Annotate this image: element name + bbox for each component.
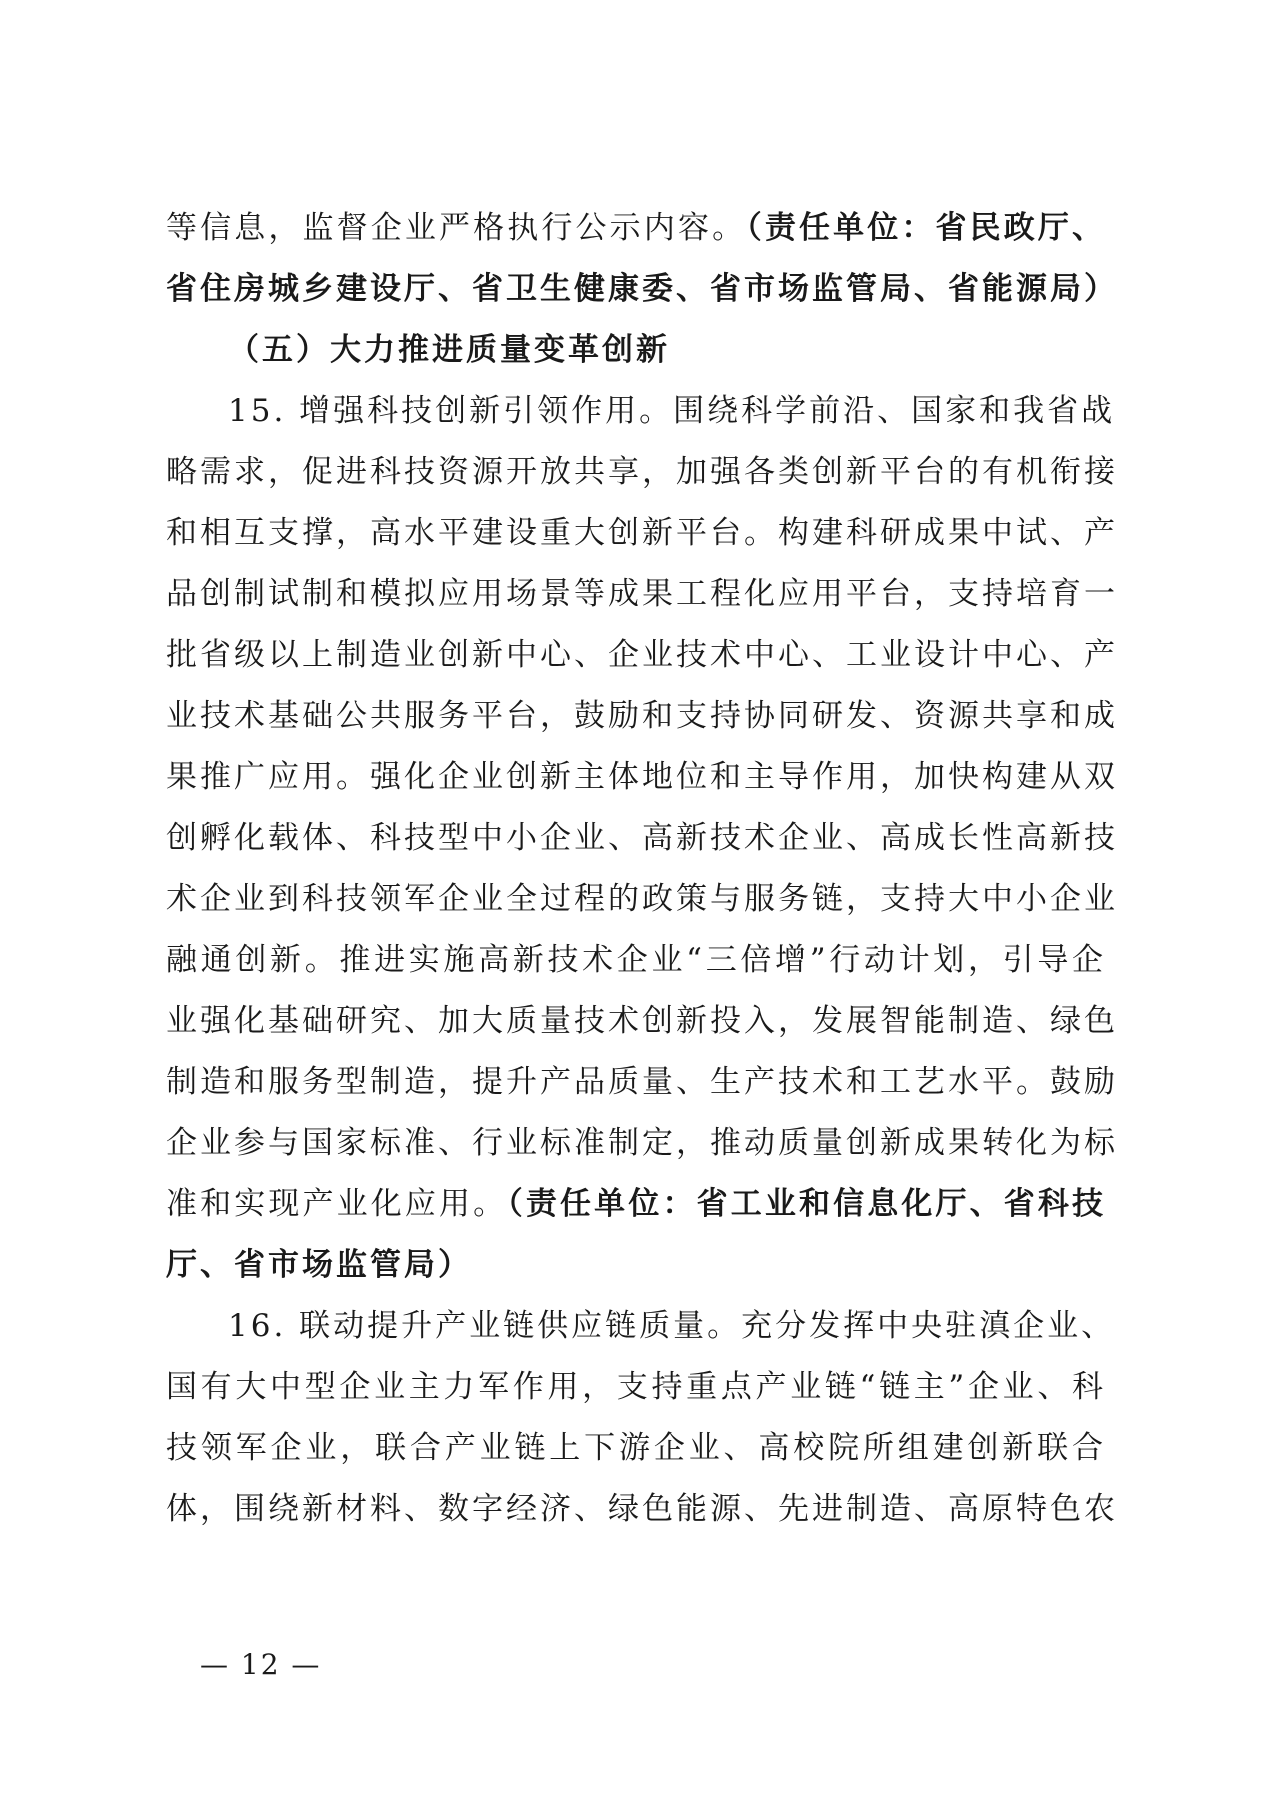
responsibility-note: 省住房城乡建设厅、省卫生健康委、省市场监管局、省能源局） [166,271,1118,307]
text-segment: 体，围绕新材料、数字经济、绿色能源、先进制造、高原特色农 [166,1491,1118,1527]
text-line [166,991,1118,1052]
text-line [166,808,1118,869]
text-segment: 等信息，监督企业严格执行公示内容。 [166,210,747,246]
text-segment: 和相互支撑，高水平建设重大创新平台。构建科研成果中试、产 [166,515,1118,551]
page-number: — 12 — [200,1648,322,1681]
responsibility-note: 厅、省市场监管局） [166,1247,472,1283]
text-line [166,686,1118,747]
text-segment: 业强化基础研究、加大质量技术创新投入，发展智能制造、绿色 [166,1003,1118,1039]
text-line [166,1235,1106,1296]
responsibility-note: （五）大力推进质量变革创新 [228,332,670,368]
text-segment: 业技术基础公共服务平台，鼓励和支持协同研发、资源共享和成 [166,698,1118,734]
text-segment: 企业参与国家标准、行业标准制定，推动质量创新成果转化为标 [166,1125,1118,1161]
text-line [166,503,1118,564]
text-line [166,381,1116,442]
text-segment: 术企业到科技领军企业全过程的政策与服务链，支持大中小企业 [166,881,1118,917]
text-segment: 国有大中型企业主力军作用，支持重点产业链“链主”企业、科 [166,1369,1106,1405]
responsibility-note: （责任单位：省工业和信息化厅、省科技 [507,1186,1106,1222]
document-body [166,198,1118,1540]
text-line [166,1418,1106,1479]
text-line [166,442,1118,503]
text-segment: 品创制试制和模拟应用场景等成果工程化应用平台，支持培育一 [166,576,1118,612]
text-line [166,564,1118,625]
text-line [166,625,1118,686]
text-line [166,930,1106,991]
text-segment: 果推广应用。强化企业创新主体地位和主导作用，加快构建从双 [166,759,1118,795]
text-line [166,1479,1118,1540]
text-line [166,259,1118,320]
text-segment: 准和实现产业化应用。 [166,1186,508,1222]
text-line [166,1174,1106,1235]
text-segment: 创孵化载体、科技型中小企业、高新技术企业、高成长性高新技 [166,820,1118,856]
text-segment: 略需求，促进科技资源开放共享，加强各类创新平台的有机衔接 [166,454,1118,490]
text-segment: 批省级以上制造业创新中心、企业技术中心、工业设计中心、产 [166,637,1118,673]
text-segment: 融通创新。推进实施高新技术企业“三倍增”行动计划，引导企 [166,942,1106,978]
text-segment: 制造和服务型制造，提升产品质量、生产技术和工艺水平。鼓励 [166,1064,1118,1100]
text-line [166,198,1106,259]
text-line [166,1296,1116,1357]
text-line [166,1113,1118,1174]
text-line [166,1357,1106,1418]
responsibility-note: （责任单位：省民政厅、 [746,210,1106,246]
section-heading [166,320,1106,381]
text-line [166,1052,1118,1113]
text-segment: 技领军企业，联合产业链上下游企业、高校院所组建创新联合 [166,1430,1106,1466]
text-line [166,747,1118,808]
text-segment: 16. 联动提升产业链供应链质量。充分发挥中央驻滇企业、 [228,1308,1116,1344]
text-line [166,869,1118,930]
text-segment: 15. 增强科技创新引领作用。围绕科学前沿、国家和我省战 [228,393,1116,429]
